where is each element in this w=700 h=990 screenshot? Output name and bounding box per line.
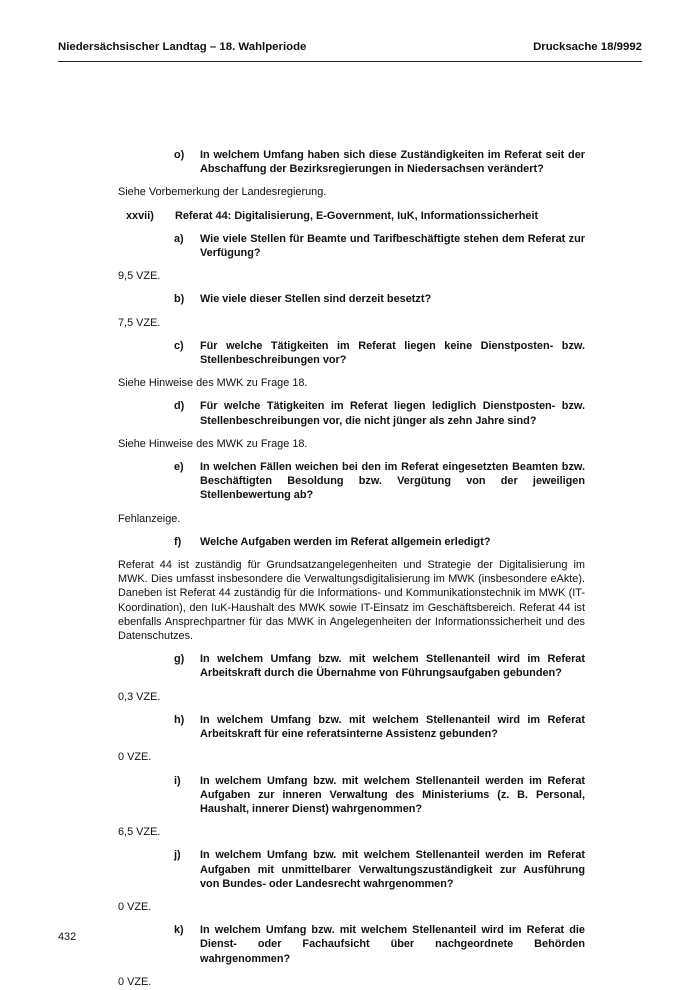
page-header (58, 41, 642, 62)
question-label: h) (174, 713, 185, 726)
question (118, 339, 585, 367)
question-text: In welchem Umfang bzw. mit welchem Stellenanteil wird im Referat Arbeitskraft durch die Übernahme von Führungsaufgaben gebunden? (200, 653, 585, 680)
answer-text: Siehe Vorbemerkung der Landesregierung. (118, 186, 327, 199)
question (118, 232, 585, 260)
question (118, 652, 585, 680)
question-label: k) (174, 924, 184, 937)
question-text: Für welche Tätigkeiten im Referat liegen lediglich Dienstposten- bzw. Stellenbeschreibungen vor, die nicht jünger als zehn Jahre sind? (200, 400, 585, 427)
answer-text: Siehe Hinweise des MWK zu Frage 18. (118, 377, 308, 390)
answer-text: Referat 44 ist zuständig für Grundsatzangelegenheiten und Strategie der Digitalisierung im MWK. Dies umfasst insbesondere die Verwaltungsdigitalisierung im MWK (insbesondere eAkte). Daneben ist Referat 44 zuständig für die Informations- und Kommunikationstechnik im MWK (IT-Koordination), den IuK-Haushalt des MWK sowie IT-Einsatz im Geschäftsbereich. Referat 44 ist ebenfalls Ansprechpartner für das MWK in Angelegenheiten der Informationssicherheit und des Datenschutzes. (118, 559, 585, 643)
question (118, 923, 585, 966)
answer-text: Siehe Hinweise des MWK zu Frage 18. (118, 437, 308, 450)
question-label: d) (174, 400, 185, 413)
question-label: i) (174, 774, 181, 787)
question (118, 148, 585, 176)
header-title: Niedersächsischer Landtag – 18. Wahlperiode (58, 41, 307, 53)
header-document-number: Drucksache 18/9992 (533, 41, 642, 53)
question-label: j) (174, 849, 181, 862)
answer-text: 0 VZE. (118, 900, 152, 913)
question (118, 292, 585, 306)
section-number: xxvii) (126, 209, 154, 222)
question-text: In welchen Fällen weichen bei den im Referat eingesetzten Beamten bzw. Beschäftigten Besoldung bzw. Vergütung von der jeweiligen Stellenbewertung ab? (200, 461, 585, 502)
question (118, 848, 585, 891)
question-label: b) (174, 293, 185, 306)
question-label: a) (174, 232, 184, 245)
question (118, 713, 585, 741)
question-label: e) (174, 461, 184, 474)
question (118, 399, 585, 427)
question-text: In welchem Umfang bzw. mit welchem Stellenanteil werden im Referat Aufgaben mit unmittelbarer Verwaltungszuständigkeit zur Ausführung von Bundes- oder Landesrecht wahrgenommen? (200, 849, 585, 890)
answer-text: Fehlanzeige. (118, 512, 181, 525)
question-text: In welchem Umfang haben sich diese Zuständigkeiten im Referat seit der Abschaffung der Bezirksregierungen in Niedersachsen verändert? (200, 149, 585, 176)
section-title: Referat 44: Digitalisierung, E-Government, IuK, Informationssicherheit (175, 209, 539, 222)
document-body (118, 148, 585, 989)
question-text: In welchem Umfang bzw. mit welchem Stellenanteil wird im Referat die Dienst- oder Fachaufsicht über nachgeordnete Behörden wahrgenommen? (200, 924, 585, 965)
answer-text: 6,5 VZE. (118, 826, 161, 839)
question-text: Wie viele dieser Stellen sind derzeit besetzt? (200, 293, 432, 306)
page-number: 432 (58, 931, 77, 943)
answer-text: 7,5 VZE. (118, 316, 161, 329)
question (118, 460, 585, 503)
question (118, 774, 585, 817)
section-heading (118, 209, 585, 223)
question-text: Welche Aufgaben werden im Referat allgemein erledigt? (200, 535, 491, 548)
question-text: Für welche Tätigkeiten im Referat liegen keine Dienstposten- bzw. Stellenbeschreibungen vor? (200, 339, 585, 367)
question (118, 535, 585, 549)
answer-text: 9,5 VZE. (118, 270, 161, 283)
question-text: Wie viele Stellen für Beamte und Tarifbeschäftigte stehen dem Referat zur Verfügung? (200, 232, 585, 260)
question-label: f) (174, 535, 182, 548)
question-text: In welchem Umfang bzw. mit welchem Stellenanteil wird im Referat Arbeitskraft für eine referatsinterne Assistenz gebunden? (200, 713, 585, 741)
question-label: c) (174, 339, 184, 352)
question-text: In welchem Umfang bzw. mit welchem Stellenanteil werden im Referat Aufgaben zur inneren Verwaltung des Ministeriums (z. B. Personal, Haushalt, innerer Dienst) wahrgenommen? (200, 774, 585, 815)
question-label: g) (174, 653, 185, 666)
answer-text: 0,3 VZE. (118, 690, 161, 703)
answer-text: 0 VZE. (118, 975, 152, 988)
answer-text: 0 VZE. (118, 751, 152, 764)
question-label: o) (174, 149, 185, 161)
